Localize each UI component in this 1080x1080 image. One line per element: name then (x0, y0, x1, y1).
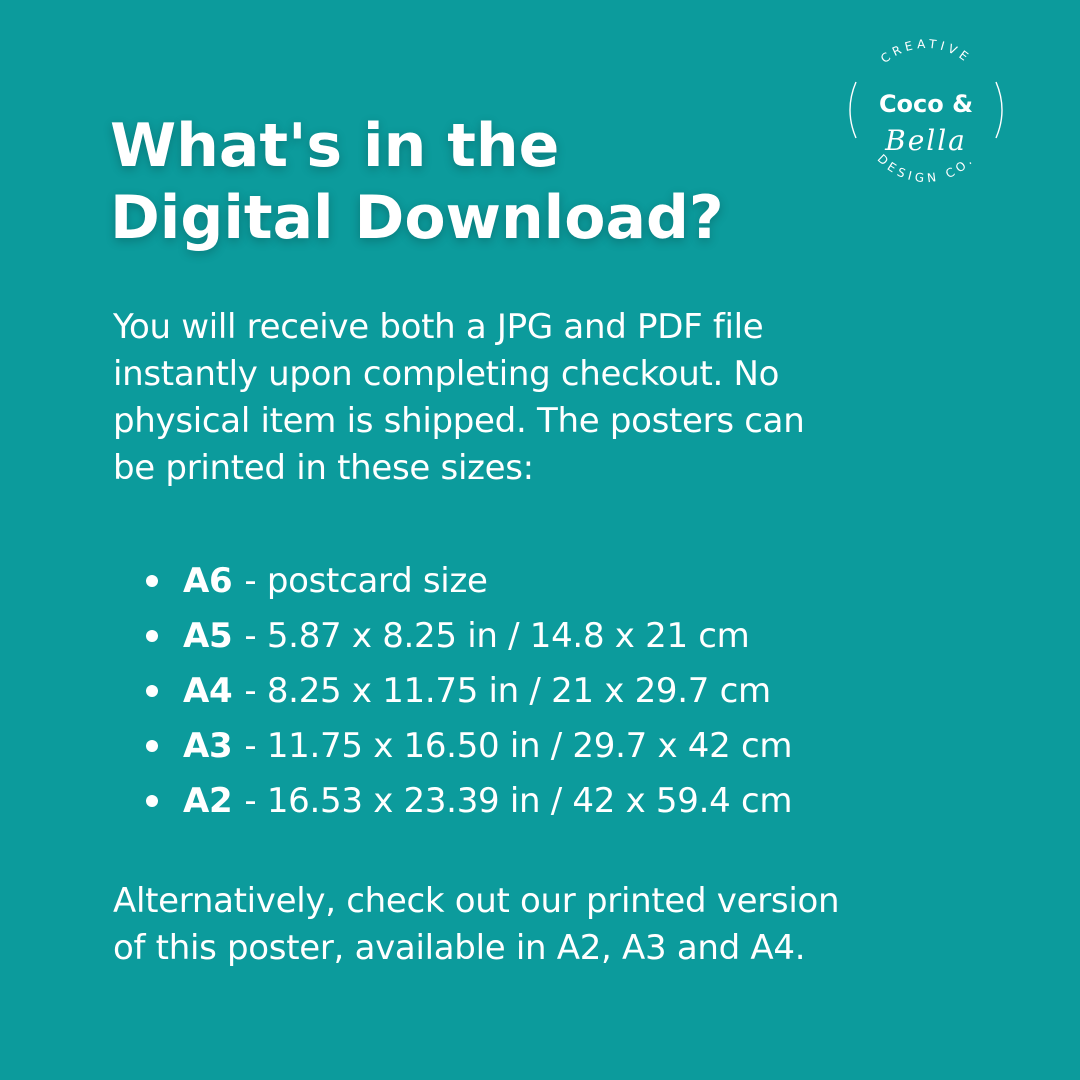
page-title (110, 110, 724, 254)
bullet-icon (146, 685, 158, 697)
size-code: A2 (183, 780, 233, 821)
intro-line-2: instantly upon completing checkout. No (113, 354, 780, 394)
size-list-item (140, 718, 792, 773)
logo-script-text: Bella (885, 124, 967, 157)
intro-line-1: You will receive both a JPG and PDF file (113, 307, 764, 347)
size-list-item (140, 663, 792, 718)
closing-line-1: Alternatively, check out our printed version (113, 881, 840, 921)
logo-brand-text: Coco & (878, 90, 974, 118)
size-list (140, 553, 792, 828)
intro-line-3: physical item is shipped. The posters can (113, 401, 805, 441)
size-description: - 5.87 x 8.25 in / 14.8 x 21 cm (244, 615, 750, 656)
intro-paragraph (113, 304, 973, 492)
size-description: - 8.25 x 11.75 in / 21 x 29.7 cm (244, 670, 771, 711)
intro-line-4: be printed in these sizes: (113, 448, 534, 488)
closing-paragraph (113, 878, 993, 972)
logo-top-text: CREATIVE (878, 36, 975, 66)
size-list-item (140, 553, 792, 608)
size-list-item (140, 773, 792, 828)
page-title-line-1: What's in the (110, 111, 560, 181)
bullet-icon (146, 575, 158, 587)
size-description: - 16.53 x 23.39 in / 42 x 59.4 cm (244, 780, 793, 821)
size-list-item (140, 608, 792, 663)
bullet-icon (146, 630, 158, 642)
size-code: A4 (183, 670, 233, 711)
brand-logo (842, 26, 1010, 194)
page-title-line-2: Digital Download? (110, 183, 724, 253)
logo-bottom-text: DESIGN CO. (874, 151, 978, 186)
size-description: - 11.75 x 16.50 in / 29.7 x 42 cm (244, 725, 793, 766)
bullet-icon (146, 795, 158, 807)
bullet-icon (146, 740, 158, 752)
size-code: A3 (183, 725, 233, 766)
size-code: A5 (183, 615, 233, 656)
size-description: - postcard size (244, 560, 488, 601)
size-code: A6 (183, 560, 233, 601)
closing-line-2: of this poster, available in A2, A3 and A4. (113, 928, 806, 968)
